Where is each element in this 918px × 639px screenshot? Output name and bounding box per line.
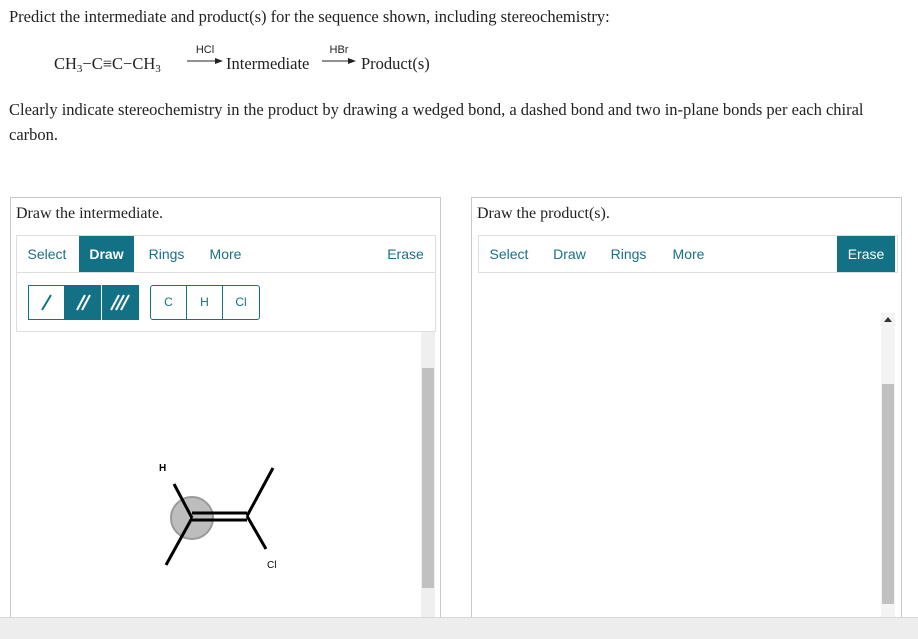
bond-c-cl[interactable] xyxy=(247,516,266,549)
intermediate-label: Intermediate xyxy=(226,54,310,73)
scroll-up-arrow-icon[interactable] xyxy=(884,316,892,322)
rings-tool-button[interactable]: Rings xyxy=(148,246,185,262)
single-bond-button[interactable] xyxy=(28,285,65,320)
chlorine-atom-button[interactable]: Cl xyxy=(235,295,247,309)
drawing-canvas[interactable] xyxy=(16,332,416,618)
arrow-icon xyxy=(186,56,224,66)
triple-bond-icon xyxy=(102,285,139,320)
bond-c-ch3-right[interactable] xyxy=(247,468,273,516)
single-bond-icon xyxy=(29,286,64,319)
atom-label-cl[interactable]: Cl xyxy=(267,560,277,571)
product-panel xyxy=(471,197,902,639)
scrollbar-thumb[interactable] xyxy=(882,384,894,604)
erase-button[interactable]: Erase xyxy=(837,236,895,272)
draw-tool-button[interactable]: Draw xyxy=(553,246,586,262)
reaction-scheme xyxy=(54,44,474,78)
reagent-hcl: HCl xyxy=(195,44,215,56)
reagent-hbr: HBr xyxy=(329,44,349,56)
scrollbar-thumb[interactable] xyxy=(422,368,434,588)
select-tool-button[interactable]: Select xyxy=(27,246,67,262)
carbon-atom-button[interactable]: C xyxy=(151,286,187,319)
atom-label-h[interactable]: H xyxy=(159,463,167,474)
sketcher-toolbar xyxy=(478,235,898,273)
bond-type-group xyxy=(28,285,139,320)
intermediate-panel xyxy=(10,197,441,639)
hydrogen-atom-button[interactable]: H xyxy=(187,286,223,319)
canvas-scrollbar[interactable] xyxy=(421,332,435,618)
triple-bond-button[interactable] xyxy=(102,285,139,320)
footer-bar xyxy=(0,617,918,639)
double-bond-icon xyxy=(65,285,102,320)
panel-title: Draw the product(s). xyxy=(477,205,610,222)
panel-title: Draw the intermediate. xyxy=(16,205,164,222)
atom-type-group xyxy=(150,285,260,320)
question-text: Predict the intermediate and product(s) for the sequence shown, including stereochemistry: xyxy=(9,7,610,26)
stereochemistry-instructions: Clearly indicate stereochemistry in the product by drawing a wedged bond, a dashed bond and two in-plane bonds per each chiral carbon. xyxy=(9,100,864,144)
arrow-icon xyxy=(321,56,357,66)
double-bond-button[interactable] xyxy=(65,285,102,320)
more-tool-button[interactable]: More xyxy=(672,246,705,262)
rings-tool-button[interactable]: Rings xyxy=(610,246,647,262)
product-label: Product(s) xyxy=(361,54,430,73)
drawing-canvas[interactable] xyxy=(478,273,882,618)
draw-subtools xyxy=(16,273,436,332)
more-tool-button[interactable]: More xyxy=(209,246,242,262)
draw-tool-button[interactable]: Draw xyxy=(79,236,134,272)
reactant-formula: $CH_3-C\equiv C-CH_3$ xyxy=(54,54,161,75)
sketcher-toolbar xyxy=(16,235,436,273)
erase-button[interactable]: Erase xyxy=(387,246,424,262)
canvas-scrollbar[interactable] xyxy=(881,313,895,618)
select-tool-button[interactable]: Select xyxy=(489,246,529,262)
